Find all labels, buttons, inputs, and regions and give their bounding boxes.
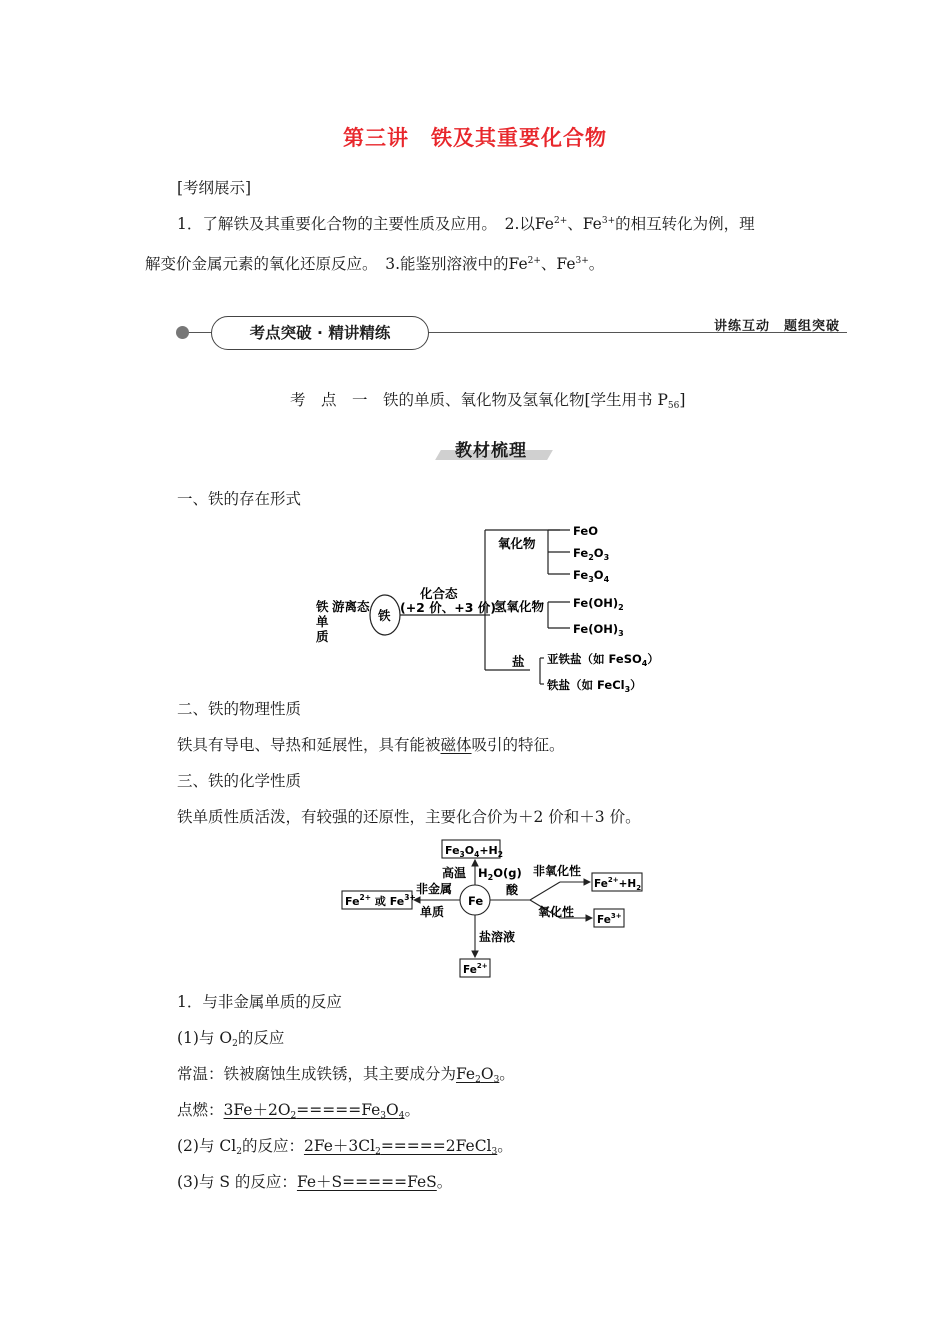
- react-ox: 氧化性: [538, 905, 575, 919]
- reaction-diagram: [340, 838, 650, 978]
- tree-center: 铁: [378, 608, 391, 623]
- react-top-box: $Fe_3O_4+H_2$: [445, 844, 503, 859]
- react-h2o: $H_2O(g)$: [478, 866, 522, 882]
- tree-free: 游离态: [332, 599, 370, 614]
- heading-physical: 二、铁的物理性质: [177, 700, 302, 718]
- page-title: 第三讲 铁及其重要化合物: [343, 126, 607, 150]
- tree-valence: (+2 价、+3 价): [400, 600, 496, 615]
- react-gaowen: 高温: [442, 866, 467, 880]
- tree-salt: 盐: [512, 654, 525, 669]
- tree-fe3o4: $Fe_3O_4$: [573, 568, 610, 584]
- react-center: Fe: [468, 894, 484, 908]
- syllabus-label: [考纲展示]: [177, 179, 252, 197]
- react-danzhi: 单质: [420, 905, 445, 919]
- react-feijinshu: 非金属: [416, 882, 453, 896]
- heading-existence: 一、铁的存在形式: [177, 490, 302, 508]
- react-acid: 酸: [506, 883, 519, 897]
- ignite-text: 点燃：$3Fe+2O_2=====Fe_3O_4$。: [177, 1101, 420, 1121]
- tree-oxide: 氧化物: [498, 536, 536, 551]
- react-nonox: 非氧化性: [533, 864, 582, 878]
- cl2-text: (2)与 $Cl_2$的反应：$2Fe+3Cl_2=====2FeCl_3$。: [177, 1137, 513, 1157]
- tree-feo: FeO: [573, 524, 598, 538]
- tree-left-2: 单: [316, 614, 329, 629]
- tree-left-3: 质: [316, 629, 329, 644]
- react-bottom-box: $Fe^{2+}$: [463, 962, 488, 976]
- section-heading: 教材梳理: [432, 436, 550, 462]
- heading-nonmetal: 1．与非金属单质的反应: [177, 993, 342, 1011]
- existence-tree-diagram: [300, 518, 680, 696]
- tree-left-1: 铁: [316, 599, 329, 614]
- react-r1-box: $Fe^{2+}+H_2$: [594, 876, 642, 892]
- physical-text: 铁具有导电、导热和延展性，具有能被磁体吸引的特征。: [177, 736, 565, 754]
- syllabus-line-1: 1．了解铁及其重要化合物的主要性质及应用。 2.以$Fe^{2+}$、$Fe^{3+}$的相互转化为例，理: [177, 215, 755, 233]
- heading-o2: (1)与 $O_2$的反应: [177, 1029, 285, 1049]
- tree-fe2o3: $Fe_2O_3$: [573, 546, 610, 562]
- react-r2-box: $Fe^{3+}$: [597, 912, 622, 926]
- tree-feoh3: $Fe(OH)_3$: [573, 622, 624, 638]
- tree-combined: 化合态: [420, 586, 458, 601]
- banner-dot-icon: [176, 326, 189, 339]
- kaodian-heading: 考 点 一 铁的单质、氧化物及氢氧化物[学生用书 $P_{56}$]: [290, 391, 686, 411]
- chemical-text: 铁单质性质活泼，有较强的还原性，主要化合价为＋2 价和＋3 价。: [177, 808, 641, 826]
- banner-pill: 考点突破 · 精讲精练: [211, 316, 429, 350]
- heading-chemical: 三、铁的化学性质: [177, 772, 302, 790]
- syllabus-line-2: 解变价金属元素的氧化还原反应。 3.能鉴别溶液中的$Fe^{2+}$、$Fe^{3+}$。: [145, 255, 605, 273]
- banner-right-text: 讲练互动 题组突破: [714, 319, 841, 334]
- react-salt-solution: 盐溶液: [479, 930, 516, 944]
- normal-temp-text: 常温：铁被腐蚀生成铁锈，其主要成分为$Fe_2O_3$。: [177, 1065, 515, 1085]
- tree-ferrous-salt: 亚铁盐（如 FeSO$_4$）: [547, 652, 659, 668]
- tree-ferric-salt: 铁盐（如 FeCl$_3$）: [547, 678, 642, 694]
- react-left-box: $Fe^{2+}$ 或 $Fe^{3+}$: [345, 893, 416, 908]
- tree-hydroxide: 氢氧化物: [494, 599, 545, 614]
- s-text: (3)与 S 的反应：Fe＋S=====FeS。: [177, 1173, 453, 1191]
- tree-feoh2: $Fe(OH)_2$: [573, 596, 624, 612]
